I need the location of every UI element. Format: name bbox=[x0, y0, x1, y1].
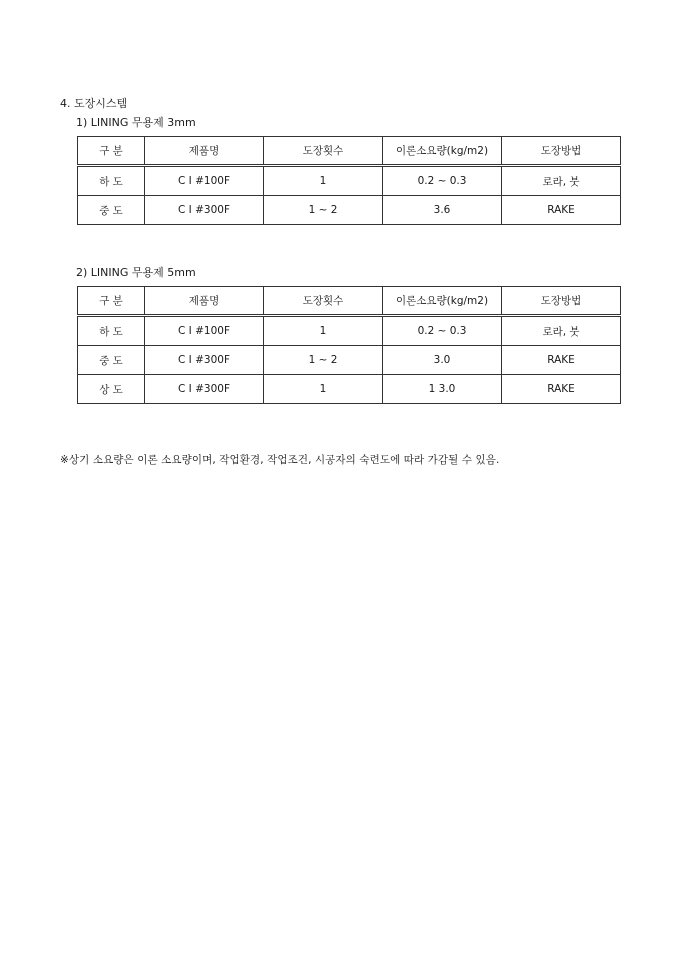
header-category: 구 분 bbox=[78, 137, 145, 166]
table-row bbox=[78, 375, 621, 404]
header-coats: 도장횟수 bbox=[264, 137, 383, 166]
cell-category: 하 도 bbox=[78, 166, 145, 196]
cell-category: 중 도 bbox=[78, 346, 145, 375]
cell-coats: 1 bbox=[264, 316, 383, 346]
cell-product: C I #300F bbox=[145, 196, 264, 225]
cell-product: C I #100F bbox=[145, 316, 264, 346]
cell-product: C I #100F bbox=[145, 166, 264, 196]
cell-coats: 1 ~ 2 bbox=[264, 346, 383, 375]
header-method: 도장방법 bbox=[502, 287, 621, 316]
cell-consumption: 3.0 bbox=[383, 346, 502, 375]
header-consumption: 이론소요량(kg/m2) bbox=[383, 137, 502, 166]
footnote: ※상기 소요량은 이론 소요량이며, 작업환경, 작업조건, 시공자의 숙련도에 따라 가감될 수 있음. bbox=[60, 454, 500, 466]
cell-category: 중 도 bbox=[78, 196, 145, 225]
table-row bbox=[78, 346, 621, 375]
table-header-row bbox=[78, 137, 621, 166]
cell-method: RAKE bbox=[502, 375, 621, 404]
coating-table-5mm bbox=[77, 286, 621, 404]
header-category: 구 분 bbox=[78, 287, 145, 316]
section-heading: 4. 도장시스템 bbox=[60, 97, 128, 110]
cell-product: C I #300F bbox=[145, 375, 264, 404]
header-coats: 도장횟수 bbox=[264, 287, 383, 316]
cell-category: 하 도 bbox=[78, 316, 145, 346]
cell-consumption: 0.2 ~ 0.3 bbox=[383, 316, 502, 346]
header-product: 제품명 bbox=[145, 137, 264, 166]
header-product: 제품명 bbox=[145, 287, 264, 316]
cell-method: RAKE bbox=[502, 196, 621, 225]
cell-method: RAKE bbox=[502, 346, 621, 375]
cell-product: C I #300F bbox=[145, 346, 264, 375]
table-row bbox=[78, 316, 621, 346]
cell-method: 로라, 붓 bbox=[502, 166, 621, 196]
cell-consumption: 0.2 ~ 0.3 bbox=[383, 166, 502, 196]
cell-consumption: 1 3.0 bbox=[383, 375, 502, 404]
table-row bbox=[78, 166, 621, 196]
cell-method: 로라, 붓 bbox=[502, 316, 621, 346]
cell-coats: 1 bbox=[264, 166, 383, 196]
header-consumption: 이론소요량(kg/m2) bbox=[383, 287, 502, 316]
table-1-title: 1) LINING 무용제 3mm bbox=[76, 116, 196, 129]
table-row bbox=[78, 196, 621, 225]
header-method: 도장방법 bbox=[502, 137, 621, 166]
table-header-row bbox=[78, 287, 621, 316]
cell-coats: 1 ~ 2 bbox=[264, 196, 383, 225]
coating-table-3mm bbox=[77, 136, 621, 225]
cell-category: 상 도 bbox=[78, 375, 145, 404]
table-2-title: 2) LINING 무용제 5mm bbox=[76, 266, 196, 279]
cell-coats: 1 bbox=[264, 375, 383, 404]
cell-consumption: 3.6 bbox=[383, 196, 502, 225]
